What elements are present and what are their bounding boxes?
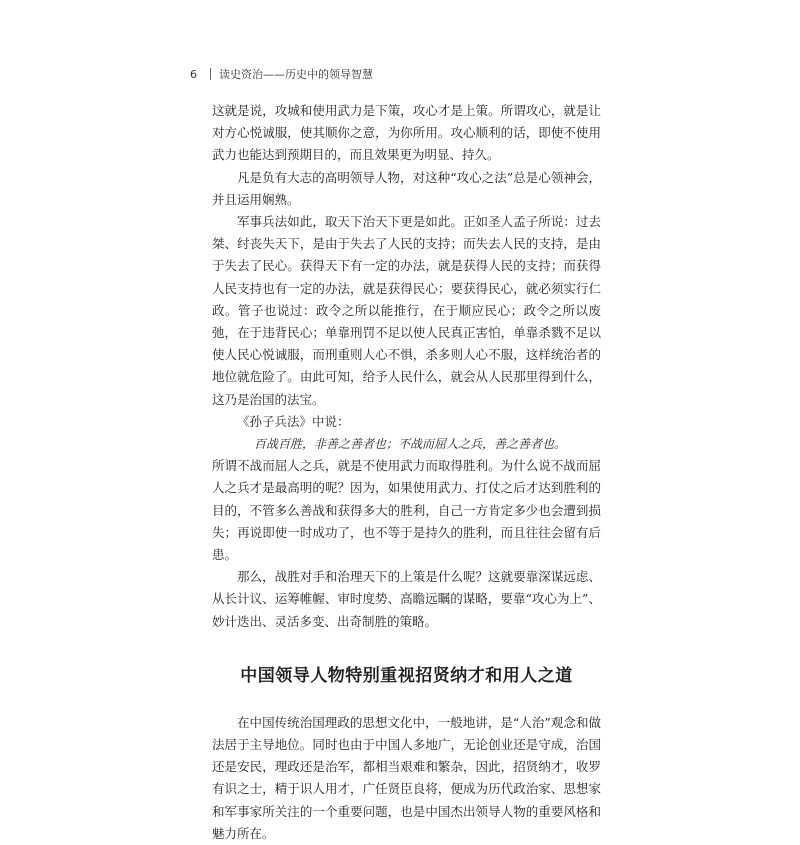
page-number: 6 <box>190 67 197 81</box>
paragraph: 在中国传统治国理政的思想文化中，一般地讲，是“人治”观念和做法居于主导地位。同时也由于中国人多地广，无论创业还是守成，治国还是安民，理政还是治军，都相当艰难和繁杂，因此，招贤纳才，收罗有识之士，精于识人用才，广任贤臣良将，便成为历代政治家、思想家和军事家所关注的一个重要问题，也是中国杰出领导人物的重要风格和魅力所在。 <box>212 714 601 841</box>
paragraph: 那么，战胜对手和治理天下的上策是什么呢？这就要靠深谋远虑、从长计议、运筹帷幄、审时度势、高瞻远瞩的谋略，要靠“攻心为上”、妙计迭出、灵活多变、出奇制胜的策略。 <box>212 569 601 629</box>
paragraph: 《孙子兵法》中说： <box>237 413 350 429</box>
block-quote: 百战百胜，非善之善者也；不战而屈人之兵，善之善者也。 <box>254 437 567 452</box>
paragraph: 军事兵法如此，取天下治天下更是如此。正如圣人孟子所说：过去桀、纣丧失天下，是由于失去了人民的支持；而失去人民的支持，是由于失去了民心。获得天下有一定的办法，就是获得人民的支持；而获得人民支持也有一定的办法，就是获得民心；要获得民心，就必须实行仁政。管子也说过：政令之所以能推行，在于顺应民心；政令之所以废弛，在于违背民心；单靠刑罚不足以使人民真正害怕，单靠杀戮不足以使人民心悦诚服，而刑重则人心不惧，杀多则人心不服，这样统治者的地位就危险了。由此可知，给予人民什么，就会从人民那里得到什么，这乃是治国的法宝。 <box>212 214 601 407</box>
header-divider <box>210 68 211 80</box>
paragraph: 这就是说，攻城和使用武力是下策，攻心才是上策。所谓攻心，就是让对方心悦诚服，使其顺你之意，为你所用。攻心顺利的话，即使不使用武力也能达到预期目的，而且效果更为明显、持久。 <box>212 103 601 163</box>
book-title: 读史资治——历史中的领导智慧 <box>219 68 373 81</box>
page-body <box>212 100 601 845</box>
section-title: 中国领导人物特别重视招贤纳才和用人之道 <box>240 665 573 686</box>
paragraph: 凡是负有大志的高明领导人物，对这种“攻心之法”总是心领神会，并且运用娴熟。 <box>212 169 601 207</box>
paragraph: 所谓不战而屈人之兵，就是不使用武力而取得胜利。为什么说不战而屈人之兵才是最高明的呢？因为，如果使用武力、打仗之后才达到胜利的目的，不管多么善战和获得多大的胜利，自己一方肯定多少也会遭到损失；再说即使一时成功了，也不等于是持久的胜利，而且往往会留有后患。 <box>212 458 601 563</box>
running-header <box>190 66 373 82</box>
